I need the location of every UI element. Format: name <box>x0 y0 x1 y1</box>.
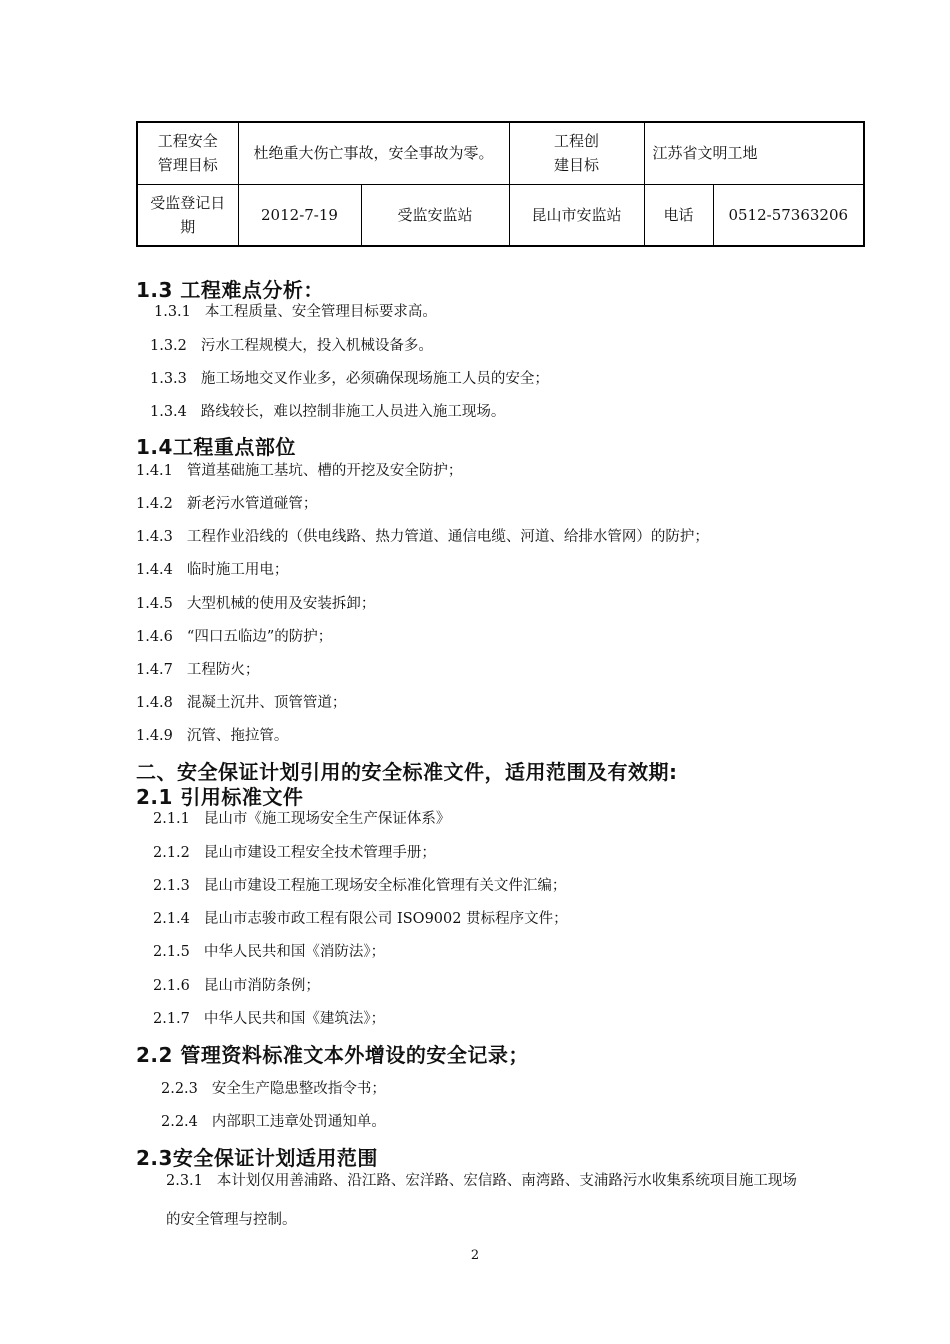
page-number: 2 <box>470 1248 480 1263</box>
list-item: 2.1.7 中华人民共和国《建筑法》； <box>153 1011 386 1027</box>
list-item: 1.4.5 大型机械的使用及安装拆卸； <box>136 596 376 612</box>
list-item: 1.3.1 本工程质量、安全管理目标要求高。 <box>154 304 437 320</box>
supervision-station-value: 昆山市安监站 <box>509 184 644 246</box>
list-item: 2.2.3 安全生产隐患整改指令书； <box>161 1081 386 1097</box>
list-item: 1.4.7 工程防火； <box>136 662 260 678</box>
list-item: 1.4.1 管道基础施工基坑、槽的开挖及安全防护； <box>136 463 463 479</box>
list-item: 2.3.1 本计划仅用善浦路、沿江路、宏洋路、宏信路、南湾路、支浦路污水收集系统项目施工现场 <box>166 1173 797 1189</box>
list-item: 2.2.4 内部职工违章处罚通知单。 <box>161 1114 386 1130</box>
section-1-3-heading: 1.3 工程难点分析： <box>136 278 324 302</box>
registration-date-label: 受监登记日 期 <box>137 184 238 246</box>
safety-target-value: 杜绝重大伤亡事故，安全事故为零。 <box>238 122 509 184</box>
creation-target-value: 江苏省文明工地 <box>644 122 864 184</box>
section-2-2-heading: 2.2 管理资料标准文本外增设的安全记录； <box>136 1043 529 1067</box>
list-item: 1.4.8 混凝土沉井、顶管管道； <box>136 695 347 711</box>
supervision-station-label: 受监安监站 <box>361 184 509 246</box>
phone-label: 电话 <box>644 184 713 246</box>
section-1-4-heading: 1.4工程重点部位 <box>136 435 296 459</box>
safety-target-label: 工程安全 管理目标 <box>137 122 238 184</box>
section-2-3-heading: 2.3安全保证计划适用范围 <box>136 1146 378 1170</box>
list-item: 1.4.3 工程作业沿线的（供电线路、热力管道、通信电缆、河道、给排水管网）的防护； <box>136 529 709 545</box>
list-item: 2.1.3 昆山市建设工程施工现场安全标准化管理有关文件汇编； <box>153 878 567 894</box>
list-item: 2.1.2 昆山市建设工程安全技术管理手册； <box>153 845 436 861</box>
list-item: 2.1.4 昆山市志骏市政工程有限公司 ISO9002 贯标程序文件； <box>153 911 568 927</box>
creation-target-label: 工程创 建目标 <box>509 122 644 184</box>
phone-value: 0512-57363206 <box>713 184 864 246</box>
list-item: 2.1.1 昆山市《施工现场安全生产保证体系》 <box>153 811 451 827</box>
list-item: 1.3.2 污水工程规模大，投入机械设备多。 <box>150 338 433 354</box>
list-item: 2.1.6 昆山市消防条例； <box>153 978 320 994</box>
list-item: 1.3.3 施工场地交叉作业多，必须确保现场施工人员的安全； <box>150 371 549 387</box>
project-info-table <box>136 121 865 247</box>
list-item: 1.4.9 沉管、拖拉管。 <box>136 728 289 744</box>
list-item: 2.1.5 中华人民共和国《消防法》； <box>153 944 386 960</box>
part-2-heading: 二、安全保证计划引用的安全标准文件，适用范围及有效期: <box>136 760 678 784</box>
section-2-1-heading: 2.1 引用标准文件 <box>136 785 304 809</box>
list-item: 1.3.4 路线较长，难以控制非施工人员进入施工现场。 <box>150 404 506 420</box>
list-item: 1.4.2 新老污水管道碰管； <box>136 496 318 512</box>
list-item: 1.4.6 “四口五临边”的防护； <box>136 629 333 645</box>
registration-date-value: 2012-7-19 <box>238 184 361 246</box>
list-item-continuation: 的安全管理与控制。 <box>166 1212 297 1228</box>
list-item: 1.4.4 临时施工用电； <box>136 562 289 578</box>
